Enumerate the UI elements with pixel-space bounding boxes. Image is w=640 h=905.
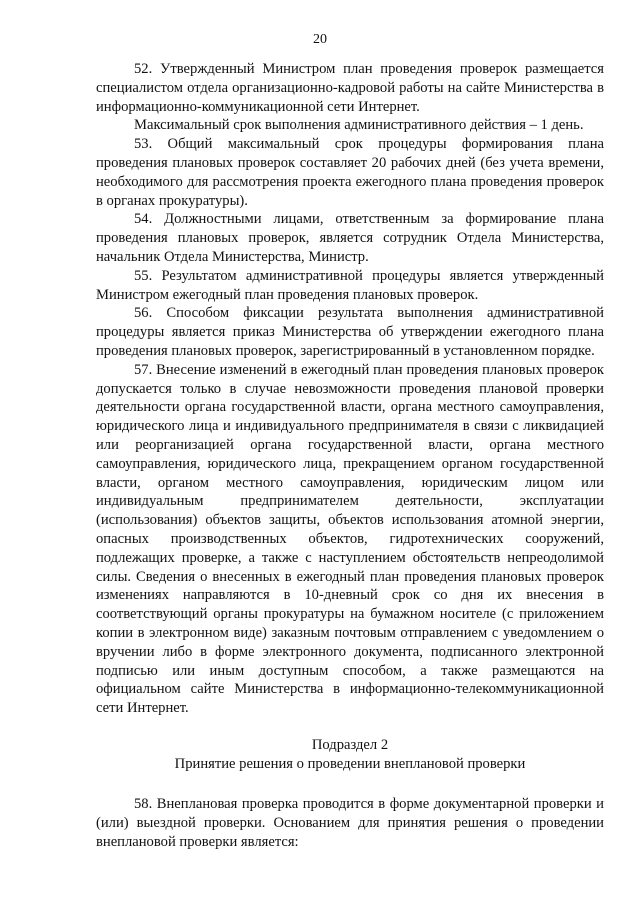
paragraph-deadline: Максимальный срок выполнения административного действия – 1 день. [134,117,584,134]
paragraph-52: 52. Утвержденный Министром план проведения проверок размещается специалистом отдела организационно-кадровой работы на сайте Министерства в информационно-коммуникационной сети Интернет. [96,61,604,115]
paragraph-55: 55. Результатом административной процедуры является утвержденный Министром ежегодный план проведения плановых проверок. [96,267,604,303]
paragraph-53: 53. Общий максимальный срок процедуры формирования плана проведения плановых проверок составляет 20 рабочих дней (без учета времени, необходимого для рассмотрения проекта ежегодного плана проведения проверок в органах прокуратуры). [96,136,604,209]
paragraph-56: 56. Способом фиксации результата выполнения административной процедуры является приказ Министерства об утверждении ежегодного плана проведения плановых проверок, зарегистрированный в установленном порядке. [96,305,604,359]
subsection-subtitle: Принятие решения о проведении внеплановой проверки [174,755,526,772]
document-body [96,60,604,852]
paragraph-58: 58. Внеплановая проверка проводится в форме документарной проверки и (или) выездной проверки. Основанием для принятия решения о проведении внеплановой проверки является: [96,796,604,851]
paragraph-54: 54. Должностными лицами, ответственным за формирование плана проведения плановых проверок, является сотрудник Отдела Министерства, начальник Отдела Министерства, Министр. [96,211,604,265]
page-number: 20 [313,32,327,47]
subsection-title: Подраздел 2 [311,736,389,753]
paragraph-57: 57. Внесение изменений в ежегодный план проведения плановых проверок допускается только в случае невозможности проведения плановой проверки деятельности органа государственной власти, органа местного самоуправления, юридического лица и индивидуального предпринимателя в связи с ликвидацией или реорганизацией органа государственной власти, органа местного самоуправления, юридического лица, прекращением органом государственной власти, органом местного самоуправления, юридическим лицом или индивидуальным предпринимателем деятельности, эксплуатации (использования) объектов защиты, объектов использования атомной энергии, опасных производственных объектов, гидротехнических сооружений, подлежащих проверке, а также с наступлением обстоятельств непреодолимой силы. Сведения о внесенных в ежегодный план проведения плановых проверок изменениях направляются в 10-дневный срок со дня их внесения в соответствующий органы прокуратуры на бумажном носителе (с приложением копии в электронном виде) заказным почтовым отправлением с уведомлением о вручении либо в форме электронного документа, подписанного электронной подписью или иным доступным способом, а также размещаются на официальном сайте Министерства в информационно-телекоммуникационной сети Интернет. [96,361,604,717]
